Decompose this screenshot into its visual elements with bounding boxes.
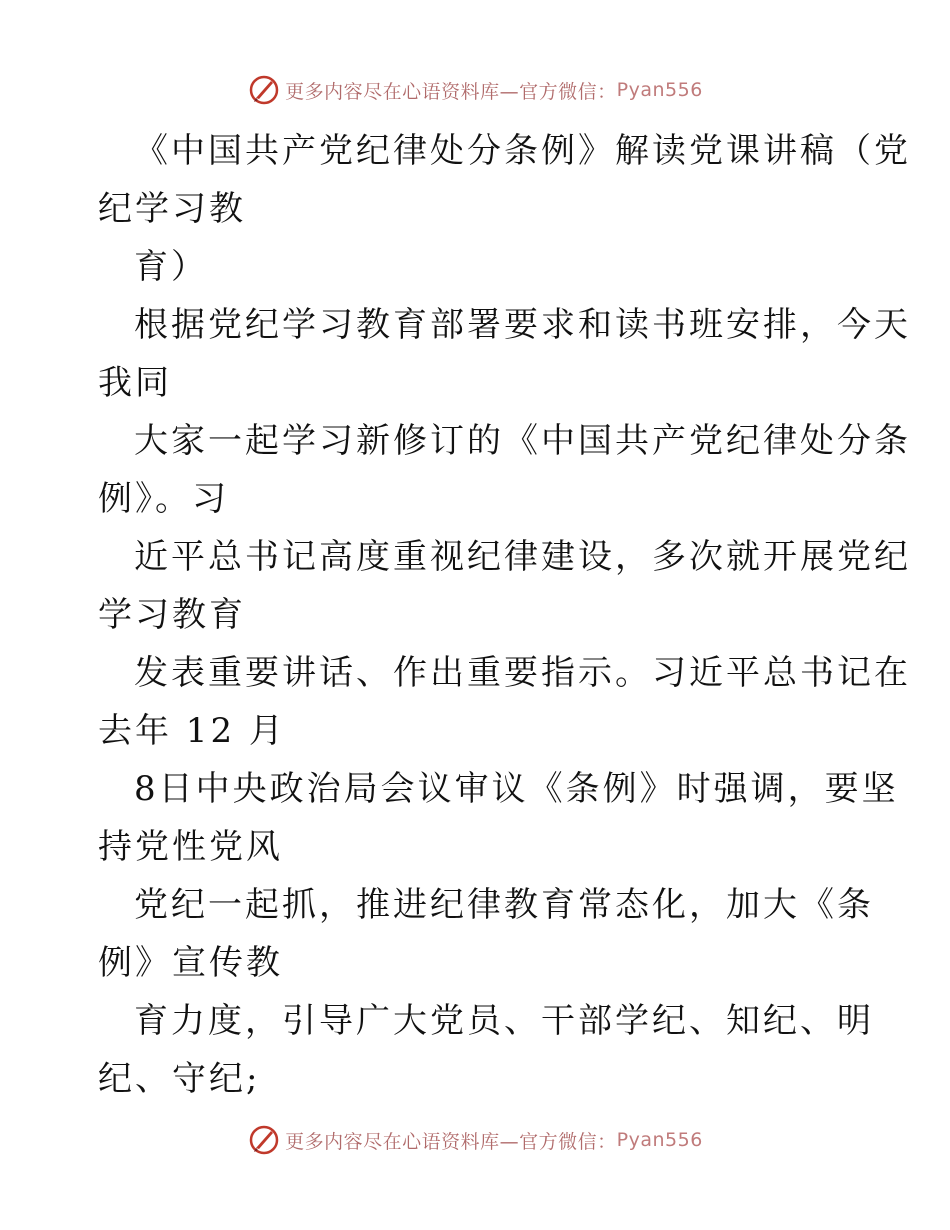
quill-pen-logo-icon: [247, 73, 281, 107]
text-line: 学习教育: [98, 595, 246, 635]
text-line: 去年 12 月: [98, 711, 286, 751]
text-line: 纪、守纪;: [98, 1059, 261, 1099]
text-line: 育力度，引导广大党员、干部学纪、知纪、明: [134, 1001, 874, 1041]
text-line: 《中国共产党纪律处分条例》解读党课讲稿（党: [134, 131, 911, 171]
text-line: 例》宣传教: [98, 943, 283, 983]
text-line: 例》。习: [98, 479, 229, 519]
quill-pen-logo-icon: [247, 1123, 281, 1157]
text-line: 党纪一起抓，推进纪律教育常态化，加大《条: [134, 885, 874, 925]
banner-wechat-id: Pyan556: [616, 1129, 703, 1151]
banner-text: 更多内容尽在心语资料库—官方微信：: [285, 80, 617, 103]
text-line: 近平总书记高度重视纪律建设，多次就开展党纪: [134, 537, 911, 577]
text-line: 我同: [98, 363, 172, 403]
text-line: 8日中央政治局会议审议《条例》时强调，要坚: [134, 769, 899, 809]
text-line: 持党性党风: [98, 827, 283, 867]
document-body: [98, 122, 911, 1108]
text-line: 发表重要讲话、作出重要指示。习近平总书记在: [134, 653, 911, 693]
banner-text: 更多内容尽在心语资料库—官方微信：: [285, 1130, 617, 1153]
banner-wechat-id: Pyan556: [616, 79, 703, 101]
footer-banner: [0, 1120, 950, 1160]
text-line: 育）: [134, 247, 208, 287]
text-line: 纪学习教: [98, 189, 246, 229]
header-banner: [0, 70, 950, 110]
text-line: 根据党纪学习教育部署要求和读书班安排，今天: [134, 305, 911, 345]
text-line: 大家一起学习新修订的《中国共产党纪律处分条: [134, 421, 911, 461]
